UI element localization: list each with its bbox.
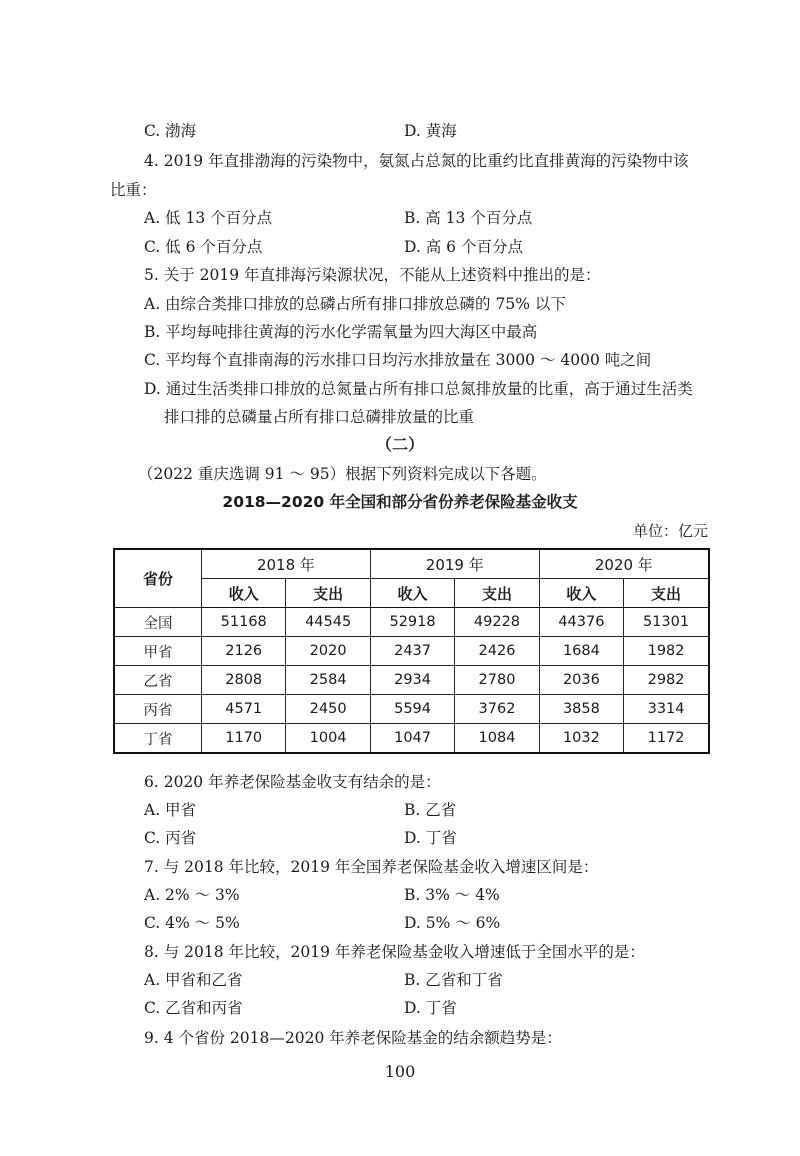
table-row xyxy=(114,724,709,754)
value-cell: 52918 xyxy=(370,608,454,637)
q6-stem: 6. 2020 年养老保险基金收支有结余的是： xyxy=(144,773,441,791)
value-cell: 1170 xyxy=(202,724,286,754)
value-cell: 2437 xyxy=(370,637,454,666)
q6-option-c: C. 丙省 xyxy=(144,829,197,847)
value-cell: 1172 xyxy=(624,724,709,754)
q5-option-c: C. 平均每个直排南海的污水排口日均污水排放量在 3000 ～ 4000 吨之间 xyxy=(144,351,652,369)
column-header-province: 省份 xyxy=(114,549,202,608)
q4-stem-line1: 4. 2019 年直排渤海的污染物中，氨氮占总氮的比重约比直排黄海的污染物中该 xyxy=(144,152,689,170)
value-cell: 44545 xyxy=(286,608,370,637)
value-cell: 2934 xyxy=(370,666,454,695)
q4-stem-line2: 比重： xyxy=(110,181,157,199)
province-cell: 甲省 xyxy=(114,637,202,666)
value-cell: 2020 xyxy=(286,637,370,666)
q7-option-b: B. 3% ～ 4% xyxy=(404,886,500,904)
value-cell: 3762 xyxy=(455,695,539,724)
pension-fund-table xyxy=(113,548,710,754)
sub-header-income: 收入 xyxy=(202,579,286,608)
value-cell: 2450 xyxy=(286,695,370,724)
q6-option-b: B. 乙省 xyxy=(404,801,457,819)
q6-option-a: A. 甲省 xyxy=(144,801,197,819)
province-cell: 丁省 xyxy=(114,724,202,754)
value-cell: 2584 xyxy=(286,666,370,695)
q5-option-d-line2: 排口排的总磷量占所有排口总磷排放量的比重 xyxy=(164,408,475,426)
value-cell: 5594 xyxy=(370,695,454,724)
sub-header-expense: 支出 xyxy=(286,579,370,608)
year-header: 2019 年 xyxy=(370,549,539,579)
q4-option-b: B. 高 13 个百分点 xyxy=(404,209,533,227)
sub-header-expense: 支出 xyxy=(455,579,539,608)
value-cell: 3314 xyxy=(624,695,709,724)
section-number: （二） xyxy=(375,435,424,454)
sub-header-income: 收入 xyxy=(370,579,454,608)
value-cell: 2036 xyxy=(539,666,623,695)
value-cell: 44376 xyxy=(539,608,623,637)
value-cell: 2426 xyxy=(455,637,539,666)
value-cell: 1982 xyxy=(624,637,709,666)
value-cell: 1684 xyxy=(539,637,623,666)
table-row xyxy=(114,695,709,724)
value-cell: 1047 xyxy=(370,724,454,754)
value-cell: 51301 xyxy=(624,608,709,637)
q4-option-d: D. 高 6 个百分点 xyxy=(404,238,523,256)
sub-header-expense: 支出 xyxy=(624,579,709,608)
value-cell: 1004 xyxy=(286,724,370,754)
table-title: 2018—2020 年全国和部分省份养老保险基金收支 xyxy=(222,493,578,511)
value-cell: 1032 xyxy=(539,724,623,754)
value-cell: 2808 xyxy=(202,666,286,695)
q3-option-c: C. 渤海 xyxy=(144,122,197,140)
q5-option-a: A. 由综合类排口排放的总磷占所有排口排放总磷的 75% 以下 xyxy=(144,295,566,313)
value-cell: 3858 xyxy=(539,695,623,724)
province-cell: 丙省 xyxy=(114,695,202,724)
year-header: 2020 年 xyxy=(539,549,709,579)
value-cell: 2126 xyxy=(202,637,286,666)
table-row xyxy=(114,608,709,637)
q4-option-a: A. 低 13 个百分点 xyxy=(144,209,273,227)
province-cell: 乙省 xyxy=(114,666,202,695)
q7-option-c: C. 4% ～ 5% xyxy=(144,914,240,932)
table-unit: 单位：亿元 xyxy=(632,522,708,540)
value-cell: 49228 xyxy=(455,608,539,637)
year-header: 2018 年 xyxy=(202,549,371,579)
value-cell: 1084 xyxy=(455,724,539,754)
page-number: 100 xyxy=(384,1062,416,1081)
q5-option-b: B. 平均每吨排往黄海的污水化学需氧量为四大海区中最高 xyxy=(144,323,538,341)
q7-stem: 7. 与 2018 年比较，2019 年全国养老保险基金收入增速区间是： xyxy=(144,858,599,876)
q3-option-d: D. 黄海 xyxy=(404,122,457,140)
q8-option-a: A. 甲省和乙省 xyxy=(144,971,243,989)
table-row xyxy=(114,666,709,695)
value-cell: 2982 xyxy=(624,666,709,695)
q9-stem: 9. 4 个省份 2018—2020 年养老保险基金的结余额趋势是： xyxy=(144,1029,562,1047)
table-row xyxy=(114,637,709,666)
sub-header-income: 收入 xyxy=(539,579,623,608)
q6-option-d: D. 丁省 xyxy=(404,829,457,847)
q8-option-c: C. 乙省和丙省 xyxy=(144,999,243,1017)
value-cell: 2780 xyxy=(455,666,539,695)
value-cell: 4571 xyxy=(202,695,286,724)
q5-option-d-line1: D. 通过生活类排口排放的总氮量占所有排口总氮排放量的比重，高于通过生活类 xyxy=(144,380,693,398)
q4-option-c: C. 低 6 个百分点 xyxy=(144,238,263,256)
q8-stem: 8. 与 2018 年比较，2019 年养老保险基金收入增速低于全国水平的是： xyxy=(144,943,645,961)
province-cell: 全国 xyxy=(114,608,202,637)
q7-option-a: A. 2% ～ 3% xyxy=(144,886,240,904)
q7-option-d: D. 5% ～ 6% xyxy=(404,914,501,932)
q8-option-b: B. 乙省和丁省 xyxy=(404,971,503,989)
section-intro: （2022 重庆选调 91 ～ 95）根据下列资料完成以下各题。 xyxy=(138,465,547,483)
q5-stem: 5. 关于 2019 年直排海污染源状况，不能从上述资料中推出的是： xyxy=(144,266,601,284)
q8-option-d: D. 丁省 xyxy=(404,999,457,1017)
value-cell: 51168 xyxy=(202,608,286,637)
